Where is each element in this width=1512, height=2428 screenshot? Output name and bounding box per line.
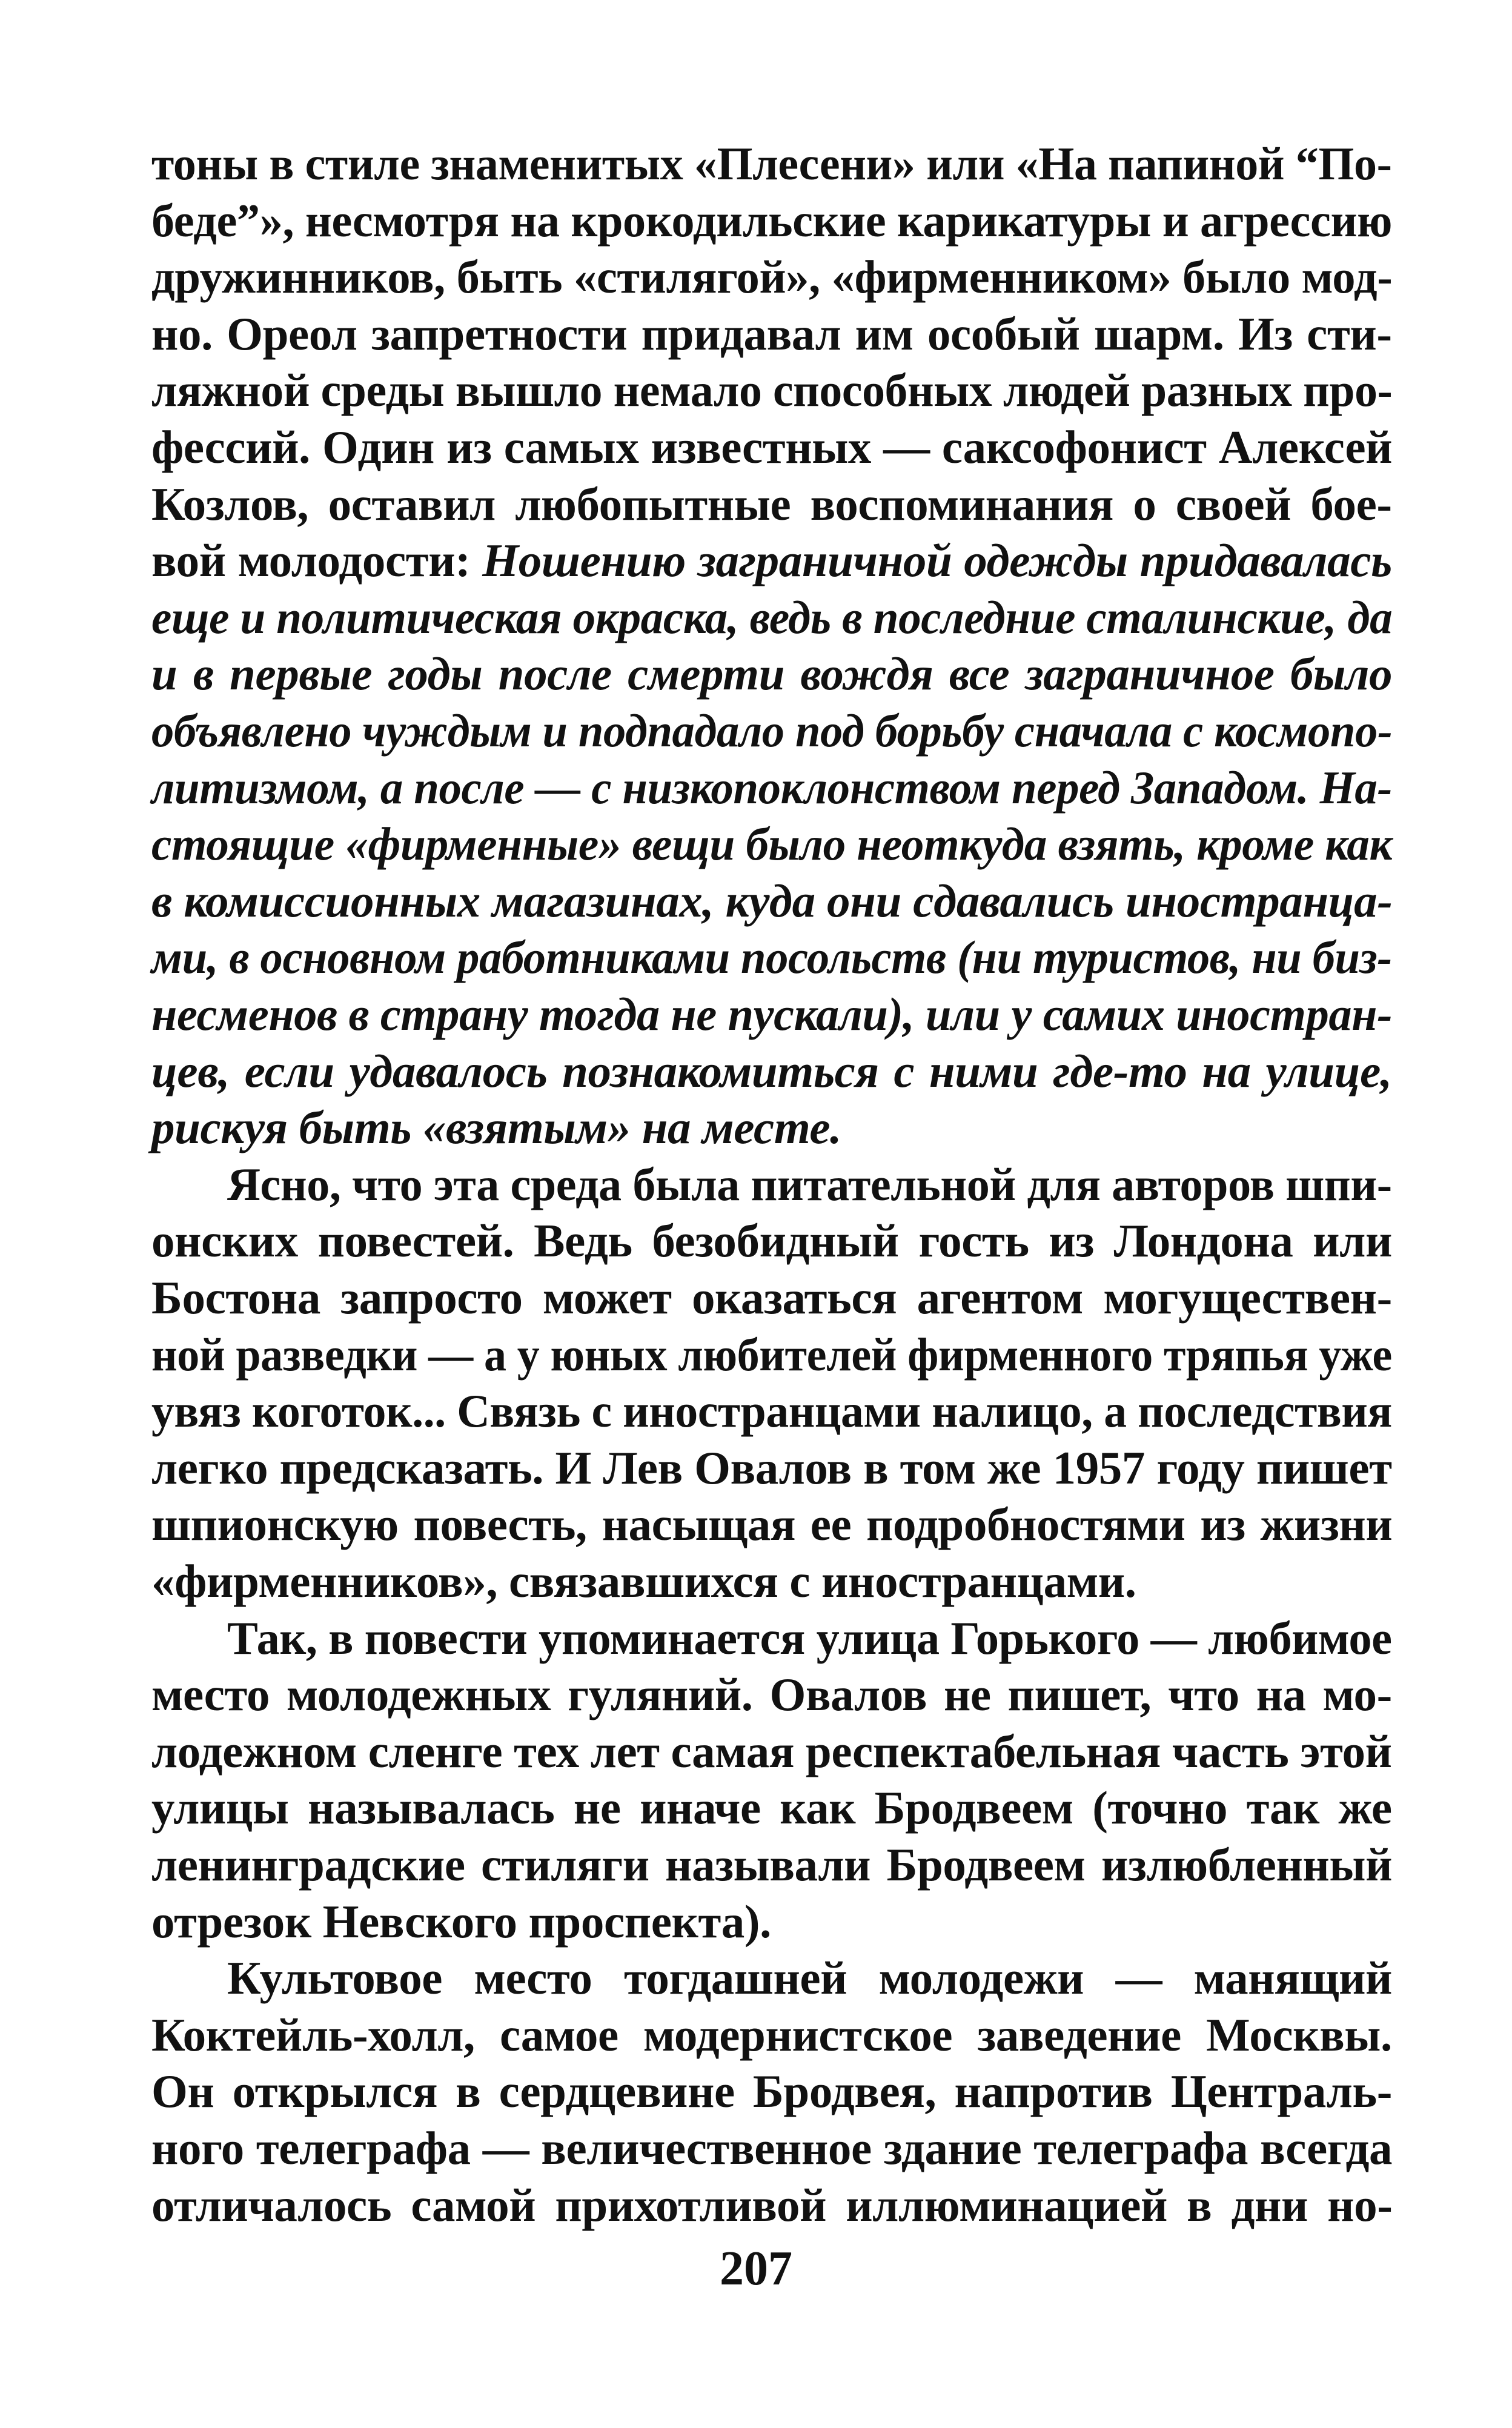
- text-line: Ясно, что эта среда была питательной для авторов шпи-: [227, 1158, 1392, 1210]
- text-line: ляжной среды вышло немало способных людей разных про-: [151, 364, 1393, 417]
- text-line: ленинградские стиляги называли Бродвеем излюбленный: [151, 1839, 1393, 1891]
- text-line: Козлов, оставил любопытные воспоминания о своей бое-: [151, 477, 1392, 530]
- text-line: в комиссионных магазинах, куда они сдавались иностранца-: [151, 874, 1393, 927]
- text-line: улицы называлась не иначе как Бродвеем (точно так же: [151, 1782, 1392, 1834]
- text-line: рискуя быть «взятым» на месте.: [151, 1101, 841, 1154]
- text-line: фессий. Один из самых известных — саксофонист Алексей: [151, 421, 1393, 473]
- text-line: отрезок Невского проспекта).: [151, 1895, 771, 1948]
- text-line: но. Ореол запретности придавал им особый шарм. Из сти-: [151, 307, 1392, 360]
- text-line: шпионскую повесть, насыщая ее подробностями из жизни: [151, 1498, 1393, 1551]
- text-line: ного телеграфа — величественное здание телеграфа всегда: [151, 2122, 1393, 2174]
- text-line: дружинников, быть «стилягой», «фирменником» было мод-: [151, 251, 1393, 304]
- text-line: вой молодости: Ношению заграничной одежды придавалась: [151, 534, 1392, 587]
- text-line: стоящие «фирменные» вещи было неоткуда взять, кроме как: [151, 818, 1393, 871]
- text-line: Так, в повести упоминается улица Горького — любимое: [227, 1611, 1392, 1664]
- text-line: и в первые годы после смерти вождя все заграничное было: [151, 648, 1393, 700]
- text-line: лодежном сленге тех лет самая респектабельная часть этой: [151, 1725, 1392, 1777]
- text-line: цев, если удавалось познакомиться с ними где-то на улице,: [151, 1044, 1392, 1097]
- text-line: отличалось самой прихотливой иллюминацией в дни но-: [151, 2178, 1393, 2231]
- text-line: Он открылся в сердцевине Бродвея, напротив Централь-: [151, 2065, 1392, 2118]
- text-line: онских повестей. Ведь безобидный гость из Лондона или: [151, 1215, 1392, 1267]
- text-line: увяз коготок... Связь с иностранцами налицо, а последствия: [151, 1385, 1392, 1438]
- text-line: легко предсказать. И Лев Овалов в том же 1957 году пишет: [151, 1441, 1392, 1494]
- text-line: беде”», несмотря на крокодильские карикатуры и агрессию: [151, 194, 1393, 247]
- text-line: Бостона запросто может оказаться агентом могуществен-: [151, 1272, 1392, 1324]
- text-line: «фирменников», связавшихся с иностранцами.: [151, 1555, 1136, 1607]
- text-line: ной разведки — а у юных любителей фирменного тряпья уже: [151, 1328, 1392, 1381]
- page-number: 207: [720, 2242, 792, 2295]
- text-line-italic-part: Ношению заграничной одежды придавалась: [470, 534, 1392, 587]
- text-line: место молодежных гуляний. Овалов не пишет, что на мо-: [151, 1668, 1392, 1721]
- text-line: литизмом, а после — с низкопоклонством перед Западом. На-: [151, 761, 1392, 814]
- text-line: еще и политическая окраска, ведь в последние сталинские, да: [151, 591, 1393, 643]
- text-line: объявлено чуждым и подпадало под борьбу сначала с космопо-: [151, 705, 1393, 757]
- text-line: ми, в основном работниками посольств (ни туристов, ни биз-: [151, 931, 1392, 984]
- text-line: тоны в стиле знаменитых «Плесени» или «На папиной “По-: [151, 138, 1392, 190]
- text-line: Культовое место тогдашней молодежи — манящий: [227, 1952, 1393, 2005]
- text-line: несменов в страну тогда не пускали), или у самих иностран-: [151, 988, 1393, 1040]
- text-line: Коктейль-холл, самое модернистское заведение Москвы.: [151, 2008, 1392, 2061]
